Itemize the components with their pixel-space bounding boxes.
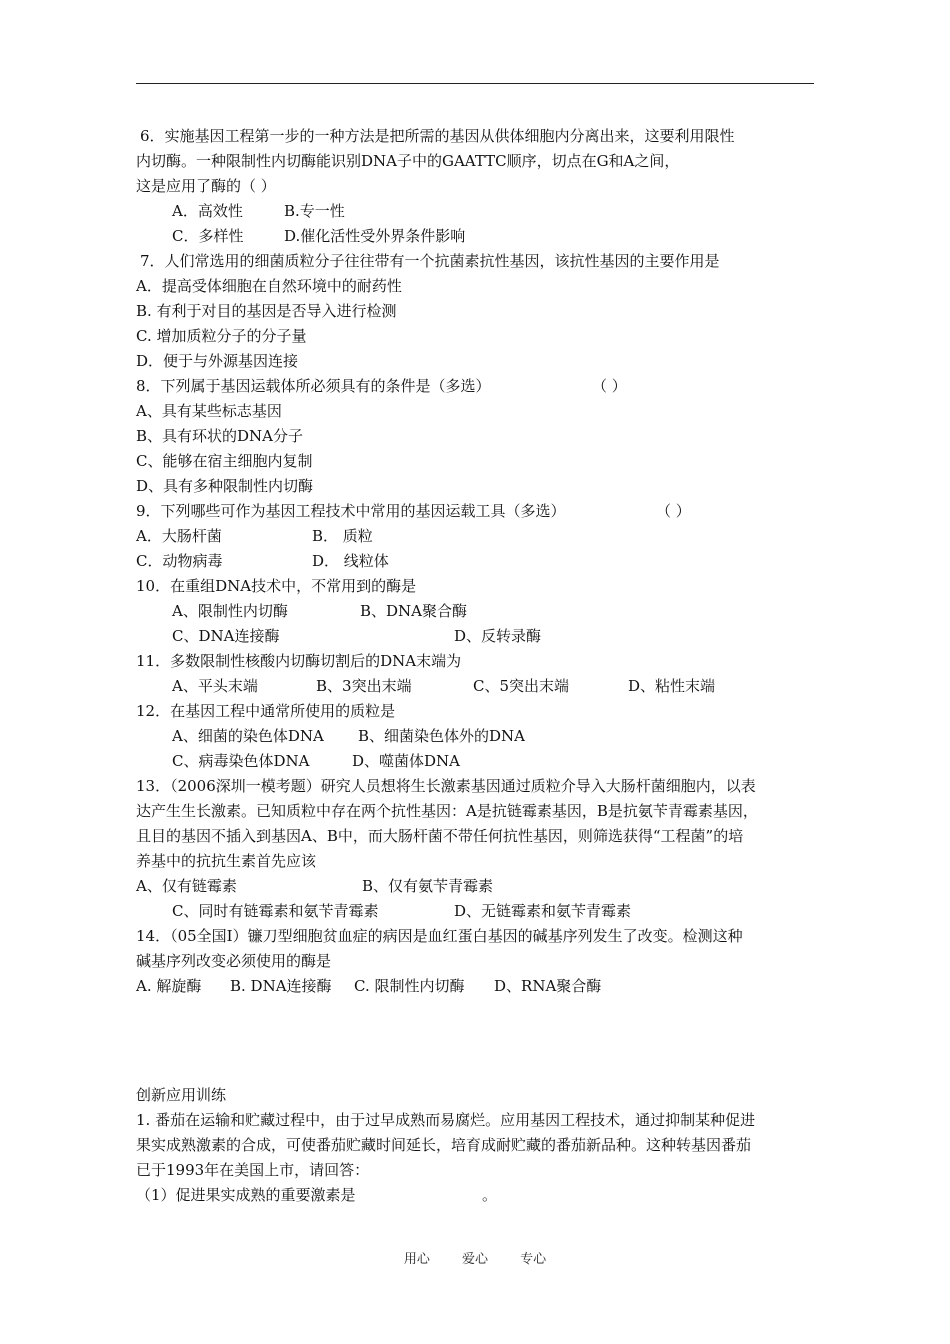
q10-options-row1 — [136, 599, 816, 624]
question-14 — [136, 924, 816, 999]
q7-option-c: C. 增加质粒分子的分子量 — [136, 327, 307, 345]
question-9 — [136, 499, 816, 574]
document-body — [136, 124, 816, 1208]
footer-word-1: 用心 — [403, 1252, 430, 1267]
q12-option-b: B、细菌染色体外的DNA — [358, 727, 526, 745]
q9-stem: 9．下列哪些可作为基因工程技术中常用的基因运载工具（多选） — [136, 502, 566, 520]
q13-line4: 养基中的抗抗生素首先应该 — [136, 852, 317, 870]
q9-option-d: D． 线粒体 — [312, 552, 389, 570]
q11-stem: 11．多数限制性核酸内切酶切割后的DNA末端为 — [136, 652, 462, 670]
q12-options-row1 — [136, 724, 816, 749]
page-footer — [0, 1248, 950, 1267]
q7-option-b: B. 有利于对目的基因是否导入进行检测 — [136, 302, 397, 320]
q9-options-row2 — [136, 549, 816, 574]
q9-option-b: B． 质粒 — [312, 527, 373, 545]
q6-line3: 这是应用了酶的（ ） — [136, 177, 276, 195]
question-11 — [136, 649, 816, 699]
q14-line1: 14．（05全国Ⅰ）镰刀型细胞贫血症的病因是血红蛋白基因的碱基序列发生了改变。检测这种 — [136, 927, 743, 945]
q6-line1: 6．实施基因工程第一步的一种方法是把所需的基因从供体细胞内分离出来，这要利用限性 — [140, 127, 735, 145]
q13-line1: 13．（2006深圳一模考题）研究人员想将生长激素基因通过质粒介导入大肠杆菌细胞内，以表 — [136, 777, 756, 795]
q10-stem: 10．在重组DNA技术中，不常用到的酶是 — [136, 577, 417, 595]
q8-stem-row — [136, 374, 816, 399]
q14-line2: 碱基序列改变必须使用的酶是 — [136, 952, 332, 970]
q8-option-d: D、具有多种限制性内切酶 — [136, 477, 314, 495]
q14-option-b: B. DNA连接酶 — [230, 977, 332, 995]
q7-option-a: A．提高受体细胞在自然环境中的耐药性 — [136, 277, 402, 295]
innovation-q1-suffix: 。 — [482, 1186, 498, 1204]
q9-option-a: A．大肠杆菌 — [136, 527, 222, 545]
q13-option-a: A、仅有链霉素 — [136, 877, 237, 895]
q9-answer-paren: （ ） — [656, 502, 691, 520]
q10-option-a: A、限制性内切酶 — [172, 602, 288, 620]
innovation-heading: 创新应用训练 — [136, 1086, 227, 1104]
q6-options-row1 — [136, 199, 816, 224]
q13-option-d: D、无链霉素和氨苄青霉素 — [454, 902, 632, 920]
innovation-section — [136, 1083, 816, 1208]
q8-option-b: B、具有环状的DNA分子 — [136, 427, 304, 445]
innovation-line2: 果实成熟激素的合成，可使番茄贮藏时间延长，培育成耐贮藏的番茄新品种。这种转基因番茄 — [136, 1136, 752, 1154]
q12-options-row2 — [136, 749, 816, 774]
q9-stem-row — [136, 499, 816, 524]
q13-options-row2 — [136, 899, 816, 924]
innovation-q1-row — [136, 1183, 816, 1208]
q10-option-b: B、DNA聚合酶 — [360, 602, 468, 620]
q14-option-d: D、RNA聚合酶 — [494, 977, 602, 995]
q6-option-a: A．高效性 — [172, 202, 243, 220]
q11-option-c: C、5突出末端 — [473, 677, 570, 695]
q9-option-c: C．动物病毒 — [136, 552, 223, 570]
q11-options-row — [136, 674, 816, 699]
q8-stem: 8．下列属于基因运载体所必须具有的条件是（多选） — [136, 377, 491, 395]
q6-option-d: D.催化活性受外界条件影响 — [284, 227, 466, 245]
q12-option-c: C、病毒染色体DNA — [172, 752, 310, 770]
q6-line2: 内切酶。一种限制性内切酶能识别DNA子中的GAATTC顺序，切点在G和A之间， — [136, 152, 680, 170]
q12-option-a: A、细菌的染色体DNA — [172, 727, 324, 745]
q13-options-row1 — [136, 874, 816, 899]
q6-option-b: B.专一性 — [284, 202, 345, 220]
q13-line2: 达产生生长激素。已知质粒中存在两个抗性基因：A是抗链霉素基因，B是抗氨苄青霉素基因， — [136, 802, 758, 820]
question-6 — [136, 124, 816, 249]
innovation-line1: 1. 番茄在运输和贮藏过程中，由于过早成熟而易腐烂。应用基因工程技术，通过抑制某种促进 — [136, 1111, 756, 1129]
q12-option-d: D、噬菌体DNA — [352, 752, 461, 770]
q8-answer-paren: （ ） — [592, 377, 627, 395]
q13-option-b: B、仅有氨苄青霉素 — [362, 877, 494, 895]
innovation-q1-prefix: （1）促进果实成熟的重要激素是 — [136, 1186, 356, 1204]
q11-option-a: A、平头末端 — [172, 677, 258, 695]
q9-options-row1 — [136, 524, 816, 549]
innovation-line3: 已于1993年在美国上市，请回答： — [136, 1161, 370, 1179]
q8-option-c: C、能够在宿主细胞内复制 — [136, 452, 313, 470]
q13-line3: 且目的基因不插入到基因A、B中，而大肠杆菌不带任何抗性基因，则筛选获得“工程菌”的培 — [136, 827, 744, 845]
question-10 — [136, 574, 816, 649]
footer-word-2: 爱心 — [461, 1252, 488, 1267]
q7-option-d: D．便于与外源基因连接 — [136, 352, 299, 370]
footer-word-3: 专心 — [520, 1252, 547, 1267]
q14-options-row — [136, 974, 816, 999]
q7-stem: 7．人们常选用的细菌质粒分子往往带有一个抗菌素抗性基因，该抗性基因的主要作用是 — [140, 252, 720, 270]
q10-option-c: C、DNA连接酶 — [172, 627, 280, 645]
question-8 — [136, 374, 816, 499]
q10-options-row2 — [136, 624, 816, 649]
q12-stem: 12．在基因工程中通常所使用的质粒是 — [136, 702, 396, 720]
question-13 — [136, 774, 816, 924]
q11-option-b: B、3突出末端 — [316, 677, 412, 695]
q8-option-a: A、具有某些标志基因 — [136, 402, 282, 420]
q14-option-a: A. 解旋酶 — [136, 977, 202, 995]
q6-options-row2 — [136, 224, 816, 249]
section-spacer — [136, 999, 816, 1083]
question-12 — [136, 699, 816, 774]
q11-option-d: D、粘性末端 — [628, 677, 716, 695]
question-7 — [136, 249, 816, 374]
q13-option-c: C、同时有链霉素和氨苄青霉素 — [172, 902, 379, 920]
q14-option-c: C. 限制性内切酶 — [354, 977, 465, 995]
q10-option-d: D、反转录酶 — [454, 627, 542, 645]
q6-option-c: C．多样性 — [172, 227, 244, 245]
header-rule — [136, 83, 814, 84]
